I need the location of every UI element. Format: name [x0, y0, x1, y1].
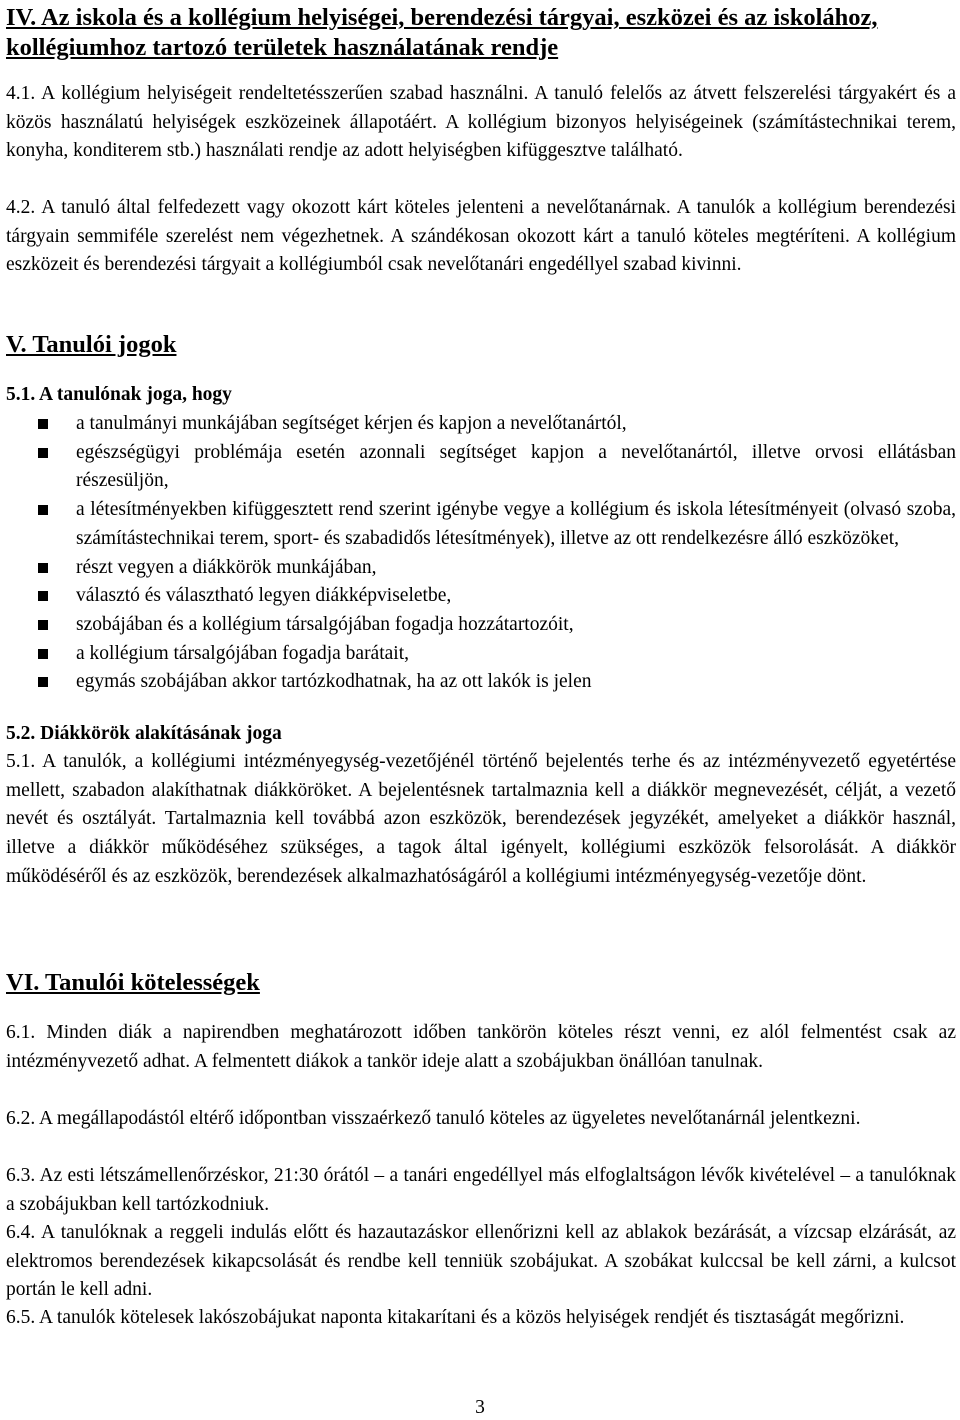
list-item: a kollégium társalgójában fogadja barátait, — [0, 640, 956, 669]
list-item: a létesítményekben kifüggesztett rend szerint igénybe vegye a kollégium és iskola létesítményeit (olvasó szoba, számítástechnikai terem, sport- és szabadidős létesítmények), illetve az ott rendelkezésre álló eszközöket, — [0, 496, 956, 553]
section-vi-heading: VI. Tanulói kötelességek — [6, 969, 260, 996]
list-item: egészségügyi problémája esetén azonnali segítséget kapjon a nevelőtanártól, illetve orvosi ellátásban részesüljön, — [0, 439, 956, 496]
square-bullet-icon — [38, 563, 48, 573]
subsection-5-2-heading: 5.2. Diákkörök alakításának joga — [6, 723, 282, 744]
list-item: egymás szobájában akkor tartózkodhatnak, ha az ott lakók is jelen — [0, 668, 956, 697]
section-iv-heading: IV. Az iskola és a kollégium helyiségei, berendezési tárgyai, eszközei és az iskolához, kollégiumhoz tartozó területek használatának rendje — [6, 4, 878, 61]
square-bullet-icon — [38, 448, 48, 458]
page-number: 3 — [475, 1397, 485, 1418]
paragraph-4-1: 4.1. A kollégium helyiségeit rendeltetésszerűen szabad használni. A tanuló felelős az átvett felszerelési tárgyakért és a közös használatú helyiségek eszközeinek állapotáért. A kollégium bizonyos helyiségeinek (számítástechnikai terem, konyha, konditerem stb.) használati rendje az adott helyiségben kifüggesztve található. — [6, 83, 956, 162]
subsection-5-1-heading: 5.1. A tanulónak joga, hogy — [6, 384, 232, 405]
paragraph-4-2: 4.2. A tanuló által felfedezett vagy okozott kárt köteles jelenteni a nevelőtanárnak. A tanulók a kollégium berendezési tárgyain semmiféle szerelést nem végezhetnek. A szándékosan okozott kárt a tanuló köteles megtéríteni. A kollégium eszközeit és berendezési tárgyait a kollégiumból csak nevelőtanári engedéllyel szabad kivinni. — [6, 197, 956, 276]
square-bullet-icon — [38, 419, 48, 429]
paragraph-6-3: 6.3. Az esti létszámellenőrzéskor, 21:30 órától – a tanári engedéllyel más elfoglaltságon lévők kivételével – a tanulóknak a szobájukban kell tartózkodniuk. — [6, 1165, 956, 1215]
list-item: szobájában és a kollégium társalgójában fogadja hozzátartozóit, — [0, 611, 956, 640]
section-v-heading: V. Tanulói jogok — [6, 331, 177, 358]
rights-list — [0, 410, 956, 697]
square-bullet-icon — [38, 591, 48, 601]
paragraph-6-5: 6.5. A tanulók kötelesek lakószobájukat naponta kitakarítani és a közös helyiségek rendjét és tisztaságát megőrizni. — [6, 1307, 905, 1328]
paragraph-6-1: 6.1. Minden diák a napirendben meghatározott időben tankörön köteles részt venni, ez alól felmentést csak az intézményvezető adhat. A felmentett diákok a tankör ideje alatt a szobájukban önállóan tanulnak. — [6, 1022, 956, 1072]
paragraph-6-2: 6.2. A megállapodástól eltérő időpontban visszaérkező tanuló köteles az ügyeletes nevelőtanárnál jelentkezni. — [6, 1108, 861, 1129]
square-bullet-icon — [38, 505, 48, 515]
list-item: részt vegyen a diákkörök munkájában, — [0, 554, 956, 583]
square-bullet-icon — [38, 620, 48, 630]
list-item: választó és választható legyen diákképviseletbe, — [0, 582, 956, 611]
paragraph-5-1-diakkorok: 5.1. A tanulók, a kollégiumi intézményegység-vezetőjénél történő bejelentés terhe és az intézményvezető egyetértése mellett, szabadon alakíthatnak diákköröket. A bejelentésnek tartalmaznia kell a diákkör megnevezését, célját, a vezető nevét és osztályát. Tartalmaznia kell továbbá azon eszközök, berendezések jegyzékét, amelyeket a diákkör használ, illetve a diákkör működéséhez szükséges, a tagok által igényelt, kollégiumi eszközök felsorolását. A diákkör működéséről és az eszközök, berendezések alkalmazhatóságáról a kollégiumi intézményegység-vezetője dönt. — [6, 751, 956, 887]
square-bullet-icon — [38, 649, 48, 659]
paragraph-6-4: 6.4. A tanulóknak a reggeli indulás előtt és hazautazáskor ellenőrizni kell az ablakok bezárását, a vízcsap elzárását, az elektromos berendezések kikapcsolását és rendbe kell tenniük szobájukat. A szobákat kulccsal be kell zárni, a kulcsot portán le kell adni. — [6, 1222, 956, 1301]
square-bullet-icon — [38, 677, 48, 687]
list-item: a tanulmányi munkájában segítséget kérjen és kapjon a nevelőtanártól, — [0, 410, 956, 439]
